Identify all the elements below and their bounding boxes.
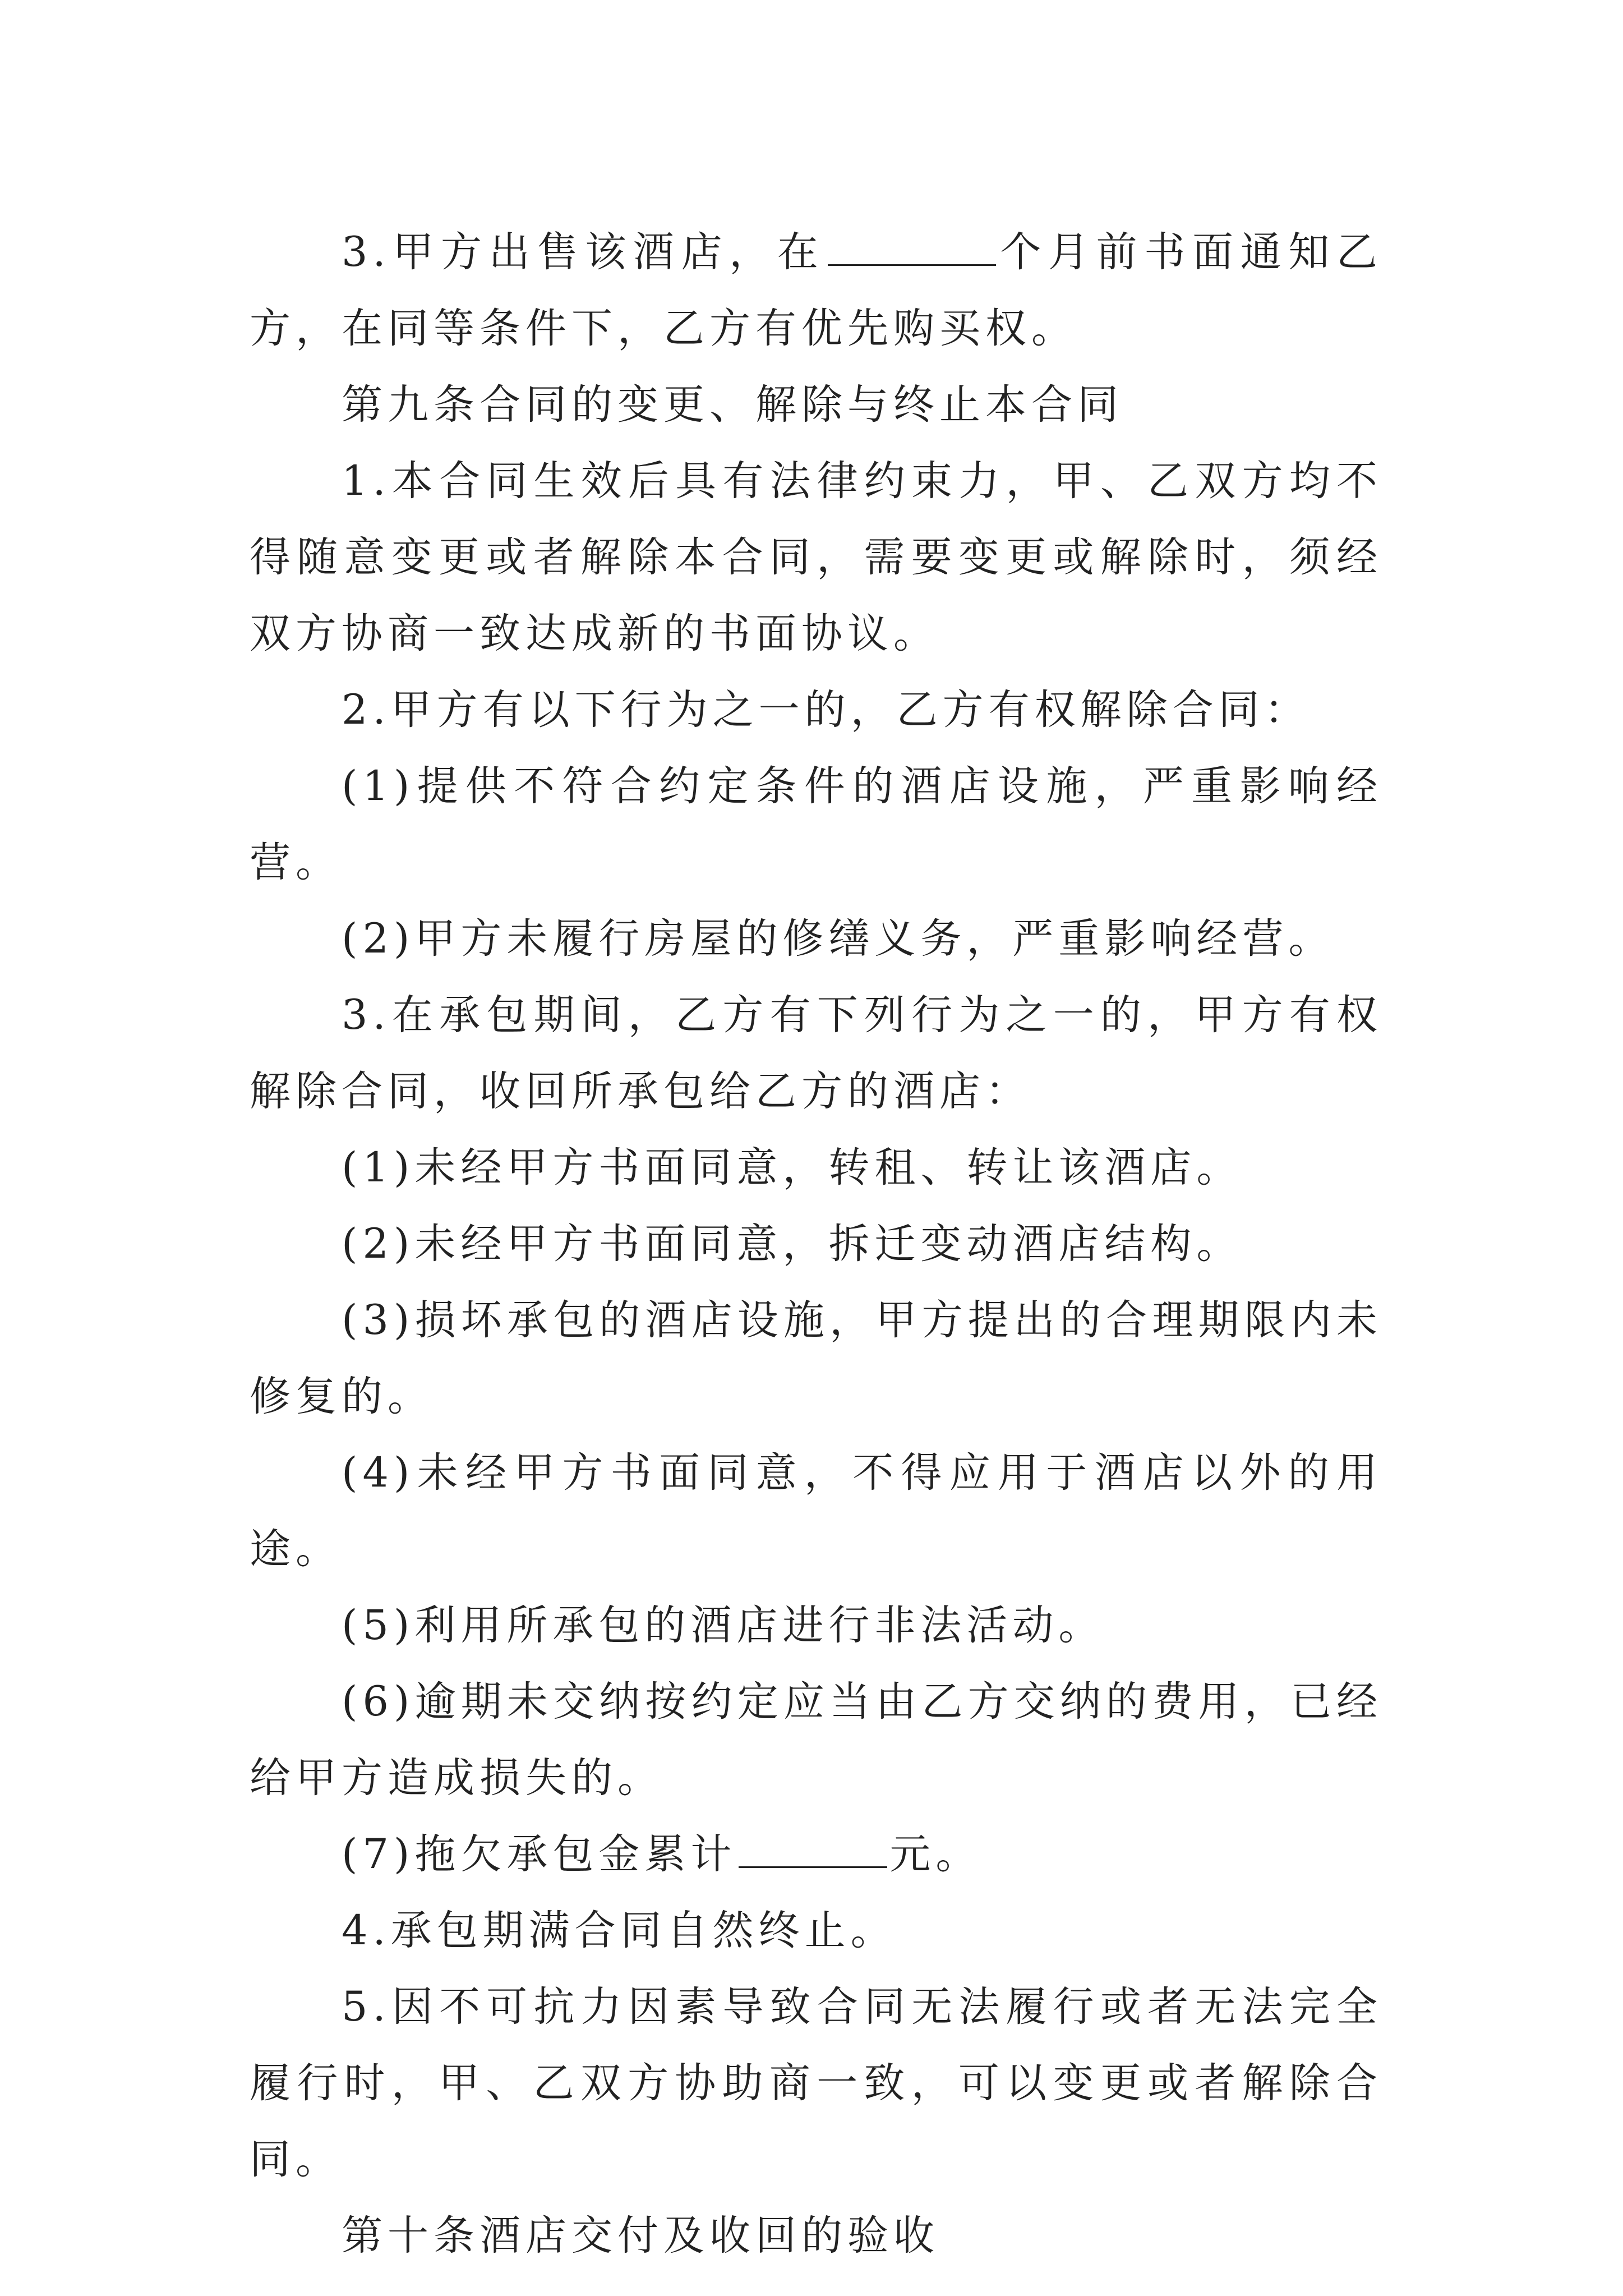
clause-paragraph: 3.在承包期间，乙方有下列行为之一的，甲方有权解除合同，收回所承包给乙方的酒店： [250, 991, 1382, 1115]
sub-clause-item: (4)未经甲方书面同意，不得应用于酒店以外的用途。 [250, 1449, 1382, 1573]
sub-clause-item: (1)未经甲方书面同意，转租、转让该酒店。 [342, 1144, 1243, 1191]
fill-in-blank-months [828, 228, 996, 266]
paragraph-text-before-blank: (7)拖欠承包金累计 [342, 1830, 737, 1878]
sub-clause-item: (5)利用所承包的酒店进行非法活动。 [342, 1602, 1105, 1649]
clause-paragraph: 4.承包期满合同自然终止。 [342, 1907, 897, 1954]
sub-clause-item: (2)甲方未履行房屋的修缮义务，严重影响经营。 [342, 915, 1335, 963]
paragraph-text-after-blank: 个月前书面通知乙方，在同等条件下，乙方有优先购买权。 [250, 228, 1383, 352]
article-heading-9: 第九条合同的变更、解除与终止本合同 [342, 381, 1123, 429]
sub-clause-item-arrears [250, 1816, 1382, 1893]
clause-paragraph-sale-notice [250, 214, 1382, 367]
document-body [250, 214, 1382, 2274]
article-heading-10: 第十条酒店交付及收回的验收 [342, 2212, 939, 2260]
paragraph-text-before-blank: 3.甲方出售该酒店，在 [342, 228, 826, 276]
paragraph-text-after-blank: 元。 [889, 1830, 982, 1878]
clause-paragraph: 2.甲方有以下行为之一的，乙方有权解除合同： [342, 686, 1311, 734]
sub-clause-item: (2)未经甲方书面同意，拆迁变动酒店结构。 [342, 1220, 1243, 1268]
sub-clause-item: (1)提供不符合约定条件的酒店设施，严重影响经营。 [250, 762, 1382, 886]
fill-in-blank-amount [739, 1830, 887, 1868]
clause-paragraph: 5.因不可抗力因素导致合同无法履行或者无法完全履行时，甲、乙双方协助商一致，可以变更或者解除合同。 [250, 1983, 1382, 2183]
sub-clause-item: (6)逾期未交纳按约定应当由乙方交纳的费用，已经给甲方造成损失的。 [250, 1678, 1382, 1802]
sub-clause-item: (3)损坏承包的酒店设施，甲方提出的合理期限内未修复的。 [250, 1296, 1382, 1420]
clause-paragraph: 1.本合同生效后具有法律约束力，甲、乙双方均不得随意变更或者解除本合同，需要变更或解除时，须经双方协商一致达成新的书面协议。 [250, 457, 1382, 657]
